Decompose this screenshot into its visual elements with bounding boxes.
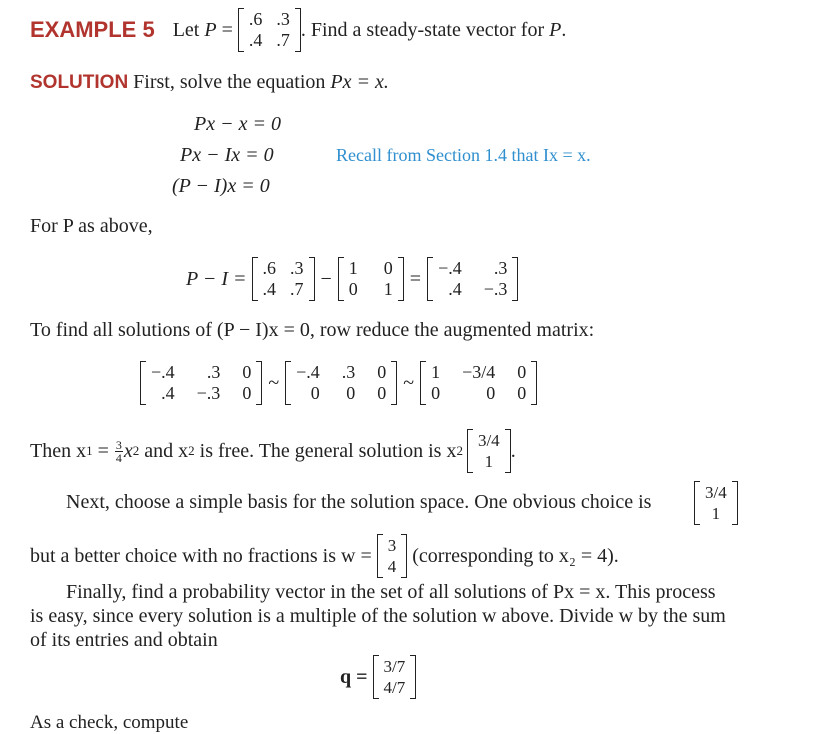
matrix-cell: .4 <box>248 30 263 50</box>
matrix-p <box>238 8 301 52</box>
augmented-matrix-2 <box>285 361 397 405</box>
matrix-cell: 0 <box>383 258 393 278</box>
p-symbol: P <box>204 19 217 41</box>
basis-vector <box>694 481 738 525</box>
basis-vector-wrap <box>694 476 738 530</box>
tilde-sign: ~ <box>268 372 280 394</box>
matrix-identity <box>338 257 404 301</box>
p-symbol: P <box>549 19 562 41</box>
matrix-cell: .3 <box>493 258 508 278</box>
vector-cell: 4/7 <box>383 678 406 697</box>
equation-text: Px − Ix = 0 <box>180 144 274 166</box>
subscript: 2 <box>456 443 463 458</box>
period: . <box>561 19 567 41</box>
matrix-cell: .6 <box>248 9 263 29</box>
w-vector <box>377 534 408 578</box>
period: . <box>510 440 516 462</box>
subscript: 1 <box>86 443 93 458</box>
matrix-cell: .3 <box>290 258 304 278</box>
general-text: is free. The general solution is x <box>194 440 457 462</box>
matrix-cell: 0 <box>348 279 358 299</box>
better-choice-text: but a better choice with no fractions is w = <box>30 545 372 567</box>
recall-note: Recall from Section 1.4 that Ix = x. <box>336 145 591 165</box>
matrix-cell: 0 <box>517 383 527 403</box>
and-text: and x <box>139 440 189 462</box>
example-prompt: . Find a steady-state vector for <box>300 19 545 41</box>
matrix-cell: .7 <box>276 30 290 50</box>
matrix-cell: .3 <box>341 362 356 382</box>
equation-text: (P − I)x = 0 <box>172 175 270 197</box>
matrix-cell: 1 <box>383 279 393 299</box>
equals-sign: = <box>221 19 233 41</box>
matrix-cell: .3 <box>276 9 290 29</box>
finally-line-1: Finally, find a probability vector in the set of all solutions of Px = x. This process <box>66 581 716 603</box>
matrix-cell: 0 <box>242 383 252 403</box>
matrix-cell: −.3 <box>483 279 508 299</box>
matrix-cell: −.4 <box>438 258 462 278</box>
fraction-denominator: 4 <box>115 450 122 465</box>
vector-cell: 3/4 <box>705 483 727 502</box>
matrix-m3 <box>427 257 518 301</box>
solution-line <box>30 70 389 95</box>
equation-1 <box>194 112 281 136</box>
finally-line-3: of its entries and obtain <box>30 629 218 651</box>
row-reduce-text: To find all solutions of (P − I)x = 0, row reduce the augmented matrix: <box>30 319 595 341</box>
matrix-cell: −3/4 <box>462 362 496 382</box>
example-header <box>30 10 566 50</box>
q-equation <box>340 650 416 704</box>
for-p-text: For P as above, <box>30 215 153 237</box>
let-text: Let <box>172 19 200 41</box>
minus-sign: − <box>320 268 332 290</box>
q-lhs: q = <box>340 666 368 688</box>
matrix-cell: 0 <box>310 383 320 403</box>
matrix-cell: −.3 <box>196 383 221 403</box>
general-solution-line <box>30 424 516 478</box>
p-minus-i-row <box>186 252 518 306</box>
augmented-matrix-1 <box>140 361 262 405</box>
general-vector <box>467 429 511 473</box>
matrix-cell: .7 <box>290 279 304 299</box>
corresponding-text: (corresponding to x₂ = 4). <box>412 545 619 567</box>
matrix-cell: .4 <box>262 279 277 299</box>
matrix-cell: 0 <box>517 362 527 382</box>
next-text: Next, choose a simple basis for the solution space. One obvious choice is <box>66 491 652 513</box>
equation-text: Px − x = 0 <box>194 113 281 135</box>
q-vector <box>373 655 417 699</box>
subscript: 2 <box>132 443 140 458</box>
fraction-three-quarters <box>115 439 123 464</box>
matrix-cell: 0 <box>242 362 252 382</box>
matrix-cell: 0 <box>377 362 387 382</box>
matrix-cell: .4 <box>161 383 175 403</box>
matrix-cell: 0 <box>377 383 387 403</box>
matrix-cell: 1 <box>348 258 358 278</box>
vector-cell: 1 <box>711 504 721 523</box>
matrix-cell: −.4 <box>151 362 175 382</box>
augmented-row <box>140 356 537 410</box>
as-a-check-text: As a check, compute <box>30 712 189 733</box>
then-text: Then x <box>30 440 87 462</box>
matrix-p-cells <box>246 8 293 52</box>
example-label: EXAMPLE 5 <box>30 17 155 42</box>
p-minus-i-lhs: P − I = <box>186 268 247 290</box>
finally-line-2: is easy, since every solution is a multiple of the solution w above. Divide w by the sum <box>30 605 726 627</box>
solution-label: SOLUTION <box>30 72 129 93</box>
matrix-cell: 0 <box>486 383 496 403</box>
equals-sign: = <box>92 440 114 462</box>
equation-3 <box>172 174 270 198</box>
matrix-cell: .6 <box>262 258 277 278</box>
solution-intro: First, solve the equation <box>133 71 326 93</box>
matrix-cell: −.4 <box>296 362 320 382</box>
solution-equation: Px = x. <box>330 71 389 93</box>
matrix-cell: .4 <box>448 279 462 299</box>
matrix-cell: 1 <box>431 362 441 382</box>
matrix-cell: 0 <box>346 383 356 403</box>
vector-cell: 3 <box>387 536 397 555</box>
variable-x: x <box>123 440 133 462</box>
vector-cell: 4 <box>387 557 397 576</box>
equation-2 <box>180 143 274 167</box>
equals-sign: = <box>409 268 422 290</box>
matrix-cell: .3 <box>206 362 221 382</box>
fraction-numerator: 3 <box>115 437 122 452</box>
augmented-matrix-3 <box>420 361 537 405</box>
tilde-sign: ~ <box>403 372 415 394</box>
subscript: 2 <box>188 443 195 458</box>
matrix-m1 <box>252 257 315 301</box>
vector-cell: 1 <box>484 452 494 471</box>
better-choice-line <box>30 530 619 582</box>
matrix-cell: 0 <box>431 383 441 403</box>
vector-cell: 3/4 <box>477 431 500 450</box>
vector-cell: 3/7 <box>383 657 406 676</box>
